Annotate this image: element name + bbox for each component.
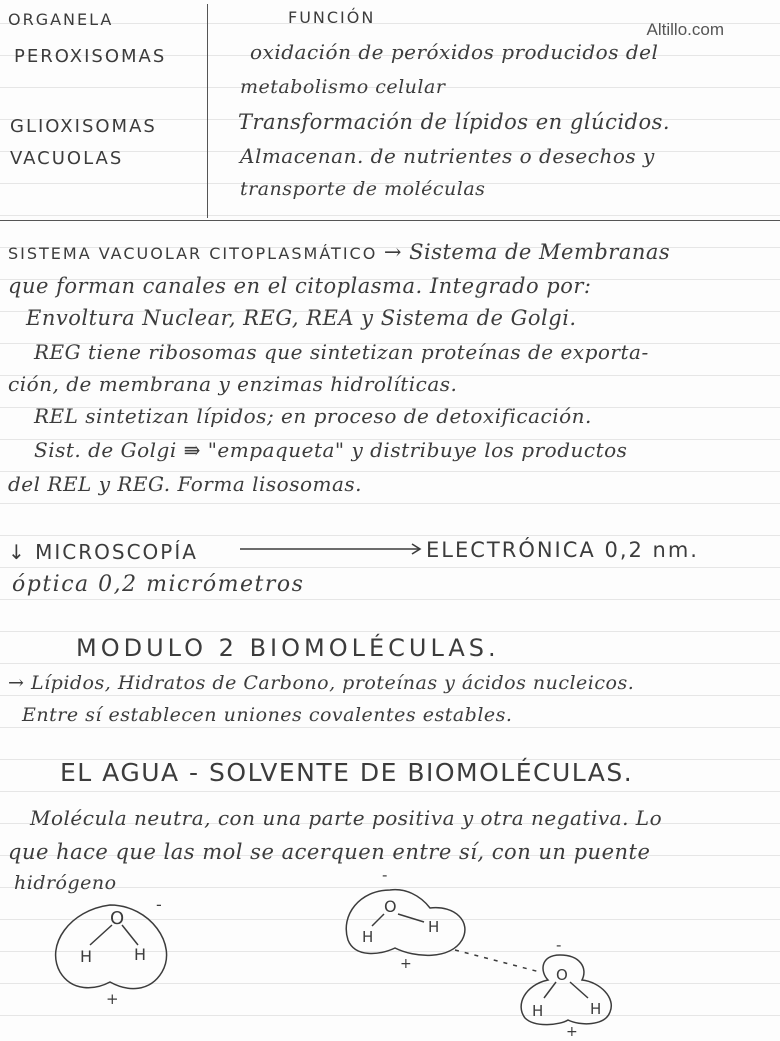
microscopia-label: ↓ MICROSCOPÍA <box>8 540 198 564</box>
module-title: MODULO 2 BIOMOLÉCULAS. <box>76 634 500 662</box>
water-molecule-3-minus: - <box>556 936 562 954</box>
hydrogen-bond-dashes <box>455 950 540 972</box>
agua-line-1: Molécula neutra, con una parte positiva y otra negativa. Lo <box>30 806 663 830</box>
sistema-vacuolar-line-2: que forman canales en el citoplasma. Integrado por: <box>8 274 592 298</box>
water-molecule-1-bond-right <box>122 925 138 945</box>
water-molecule-3-plus: + <box>566 1024 578 1040</box>
water-molecule-2-plus: + <box>400 956 412 972</box>
sistema-vacuolar-line-6: REL sintetizan lípidos; en proceso de detoxificación. <box>34 404 592 428</box>
sistema-vacuolar-line-5: ción, de membrana y enzimas hidrolíticas. <box>8 372 458 396</box>
water-molecule-1-minus: - <box>156 895 162 914</box>
water-molecule-2-hydrogen-right: H <box>428 918 440 936</box>
water-molecule-2-minus: - <box>382 866 388 884</box>
water-molecule-2 <box>346 866 465 972</box>
microscopia-optica: óptica 0,2 micrómetros <box>12 572 305 597</box>
water-molecule-3-hydrogen-right: H <box>590 1000 602 1018</box>
table-header-funcion: FUNCIÓN <box>288 8 376 27</box>
water-molecule-1 <box>56 895 167 1008</box>
table-row-glioxisomas-label: GLIOXISOMAS <box>10 116 157 137</box>
table-row-peroxisomas-function-2: metabolismo celular <box>240 76 446 98</box>
agua-title: EL AGUA - SOLVENTE DE BIOMOLÉCULAS. <box>60 758 634 787</box>
water-molecule-1-oxygen: O <box>110 908 125 929</box>
watermark: Altillo.com <box>646 20 724 39</box>
water-molecule-2-bond-right <box>398 914 424 922</box>
water-molecule-1-plus: + <box>106 990 119 1008</box>
sistema-vacuolar-line-8: del REL y REG. Forma lisosomas. <box>8 472 363 496</box>
biomoleculas-uniones: Entre sí establecen uniones covalentes estables. <box>22 704 513 726</box>
sistema-vacuolar-line-3: Envoltura Nuclear, REG, REA y Sistema de Golgi. <box>26 306 577 330</box>
sistema-vacuolar-line-4: REG tiene ribosomas que sintetizan proteínas de exporta- <box>34 340 649 364</box>
water-molecule-2-hydrogen-left: H <box>362 928 374 946</box>
agua-line-2: que hace que las mol se acerquen entre sí, con un puente <box>8 840 651 864</box>
table-header-organela: ORGANELA <box>8 10 114 29</box>
table-row-vacuolas-function-2: transporte de moléculas <box>240 178 486 200</box>
water-molecule-1-hydrogen-left: H <box>80 947 93 966</box>
table-row-glioxisomas-function: Transformación de lípidos en glúcidos. <box>238 110 671 134</box>
water-molecule-1-bond-left <box>90 925 112 945</box>
water-molecule-3-bond-right <box>570 982 588 998</box>
table-row-vacuolas-function-1: Almacenan. de nutrientes o desechos y <box>240 144 655 168</box>
agua-line-3: hidrógeno <box>14 872 117 894</box>
water-molecule-1-hydrogen-right: H <box>134 945 147 964</box>
sistema-vacuolar-definition: → Sistema de Membranas <box>383 240 671 264</box>
water-molecule-2-oxygen: O <box>384 897 397 916</box>
water-molecule-3-oxygen: O <box>556 966 568 984</box>
water-molecule-3-hydrogen-left: H <box>532 1002 544 1020</box>
water-molecule-3 <box>521 936 611 1040</box>
table-row-peroxisomas-function-1: oxidación de peróxidos producidos del <box>250 40 659 64</box>
water-molecule-2-bond-left <box>372 914 384 926</box>
water-molecule-3-bond-left <box>544 982 556 998</box>
microscopia-electronica: ELECTRÓNICA 0,2 nm. <box>426 538 699 562</box>
table-row-peroxisomas-label: PEROXISOMAS <box>14 46 167 67</box>
sistema-vacuolar-line-7: Sist. de Golgi ⇛ "empaqueta" y distribuye los productos <box>34 438 628 462</box>
table-row-vacuolas-label: VACUOLAS <box>10 148 124 169</box>
sistema-vacuolar-heading: SISTEMA VACUOLAR CITOPLASMÁTICO <box>8 244 378 263</box>
biomoleculas-list: → Lípidos, Hidratos de Carbono, proteínas y ácidos nucleicos. <box>8 672 635 694</box>
